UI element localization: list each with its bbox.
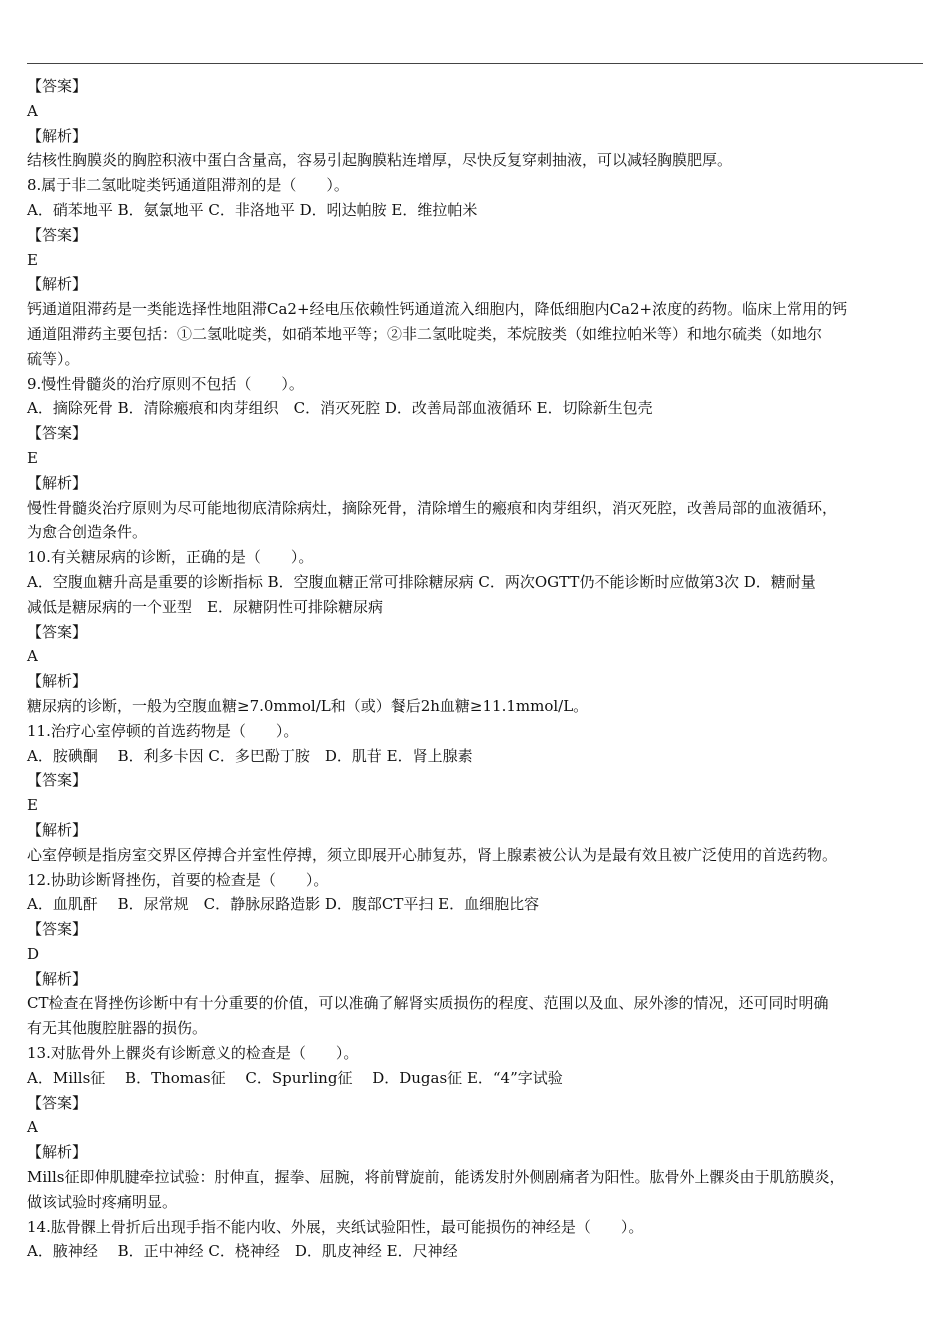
answer-value: A <box>27 1118 38 1137</box>
analysis-heading: 【解析】 <box>27 275 88 294</box>
question-12: 12.协助诊断肾挫伤，首要的检查是（ ）。 <box>27 870 329 889</box>
answer-value: A <box>27 101 38 120</box>
analysis-text: 慢性骨髓炎治疗原则为尽可能地彻底清除病灶，摘除死骨，清除增生的瘢痕和肉芽组织，消灭死腔，改善局部的血液循环， <box>27 498 838 517</box>
question-9: 9.慢性骨髓炎的治疗原则不包括（ ）。 <box>27 374 304 393</box>
question-10-options: A．空腹血糖升高是重要的诊断指标 B．空腹血糖正常可排除糖尿病 C．两次OGTT仍不能诊断时应做第3次 D．糖耐量 <box>27 572 816 591</box>
question-13-options: A．Mills征 B．Thomas征 C．Spurling征 D．Dugas征 E．“4”字试验 <box>27 1068 563 1087</box>
answer-heading: 【答案】 <box>27 622 88 641</box>
analysis-heading: 【解析】 <box>27 1143 88 1162</box>
analysis-text: 硫等）。 <box>27 349 80 368</box>
analysis-text: 为愈合创造条件。 <box>27 523 148 542</box>
analysis-heading: 【解析】 <box>27 820 88 839</box>
analysis-heading: 【解析】 <box>27 126 88 145</box>
document-body <box>27 74 925 1264</box>
analysis-text: Mills征即伸肌腱牵拉试验：肘伸直，握拳、屈腕，将前臂旋前，能诱发肘外侧剧痛者为阳性。肱骨外上髁炎由于肌筋膜炎， <box>27 1168 845 1187</box>
question-14: 14.肱骨髁上骨折后出现手指不能内收、外展，夹纸试验阳性，最可能损伤的神经是（ ）。 <box>27 1217 644 1236</box>
analysis-text: 结核性胸膜炎的胸腔积液中蛋白含量高，容易引起胸膜粘连增厚，尽快反复穿刺抽液，可以减轻胸膜肥厚。 <box>27 151 733 170</box>
answer-value: E <box>27 250 38 269</box>
analysis-heading: 【解析】 <box>27 969 88 988</box>
question-10-options: 减低是糖尿病的一个亚型 E．尿糖阴性可排除糖尿病 <box>27 597 383 616</box>
question-8: 8.属于非二氢吡啶类钙通道阻滞剂的是（ ）。 <box>27 176 349 195</box>
question-11-options: A．胺碘酮 B．利多卡因 C．多巴酚丁胺 D．肌苷 E．肾上腺素 <box>27 746 473 765</box>
analysis-heading: 【解析】 <box>27 473 88 492</box>
analysis-text: 做该试验时疼痛明显。 <box>27 1192 178 1211</box>
analysis-text: 心室停顿是指房室交界区停搏合并室性停搏，须立即展开心肺复苏，肾上腺素被公认为是最有效且被广泛使用的首选药物。 <box>27 845 838 864</box>
question-8-options: A．硝苯地平 B．氨氯地平 C．非洛地平 D．吲达帕胺 E．维拉帕米 <box>27 200 478 219</box>
analysis-text: 有无其他腹腔脏器的损伤。 <box>27 1019 208 1038</box>
header-rule <box>27 63 923 64</box>
question-14-options: A．腋神经 B．正中神经 C．桡神经 D．肌皮神经 E．尺神经 <box>27 1242 458 1261</box>
answer-value: A <box>27 647 38 666</box>
question-11: 11.治疗心室停顿的首选药物是（ ）。 <box>27 721 299 740</box>
answer-heading: 【答案】 <box>27 920 88 939</box>
analysis-text: 通道阻滞药主要包括：①二氢吡啶类，如硝苯地平等；②非二氢吡啶类，苯烷胺类（如维拉帕米等）和地尔硫类（如地尔 <box>27 324 823 343</box>
answer-heading: 【答案】 <box>27 1093 88 1112</box>
answer-heading: 【答案】 <box>27 771 88 790</box>
answer-value: E <box>27 448 38 467</box>
question-13: 13.对肱骨外上髁炎有诊断意义的检查是（ ）。 <box>27 1044 359 1063</box>
analysis-text: 糖尿病的诊断，一般为空腹血糖≥7.0mmol/L和（或）餐后2h血糖≥11.1mmol/L。 <box>27 696 589 715</box>
answer-heading: 【答案】 <box>27 225 88 244</box>
analysis-heading: 【解析】 <box>27 672 88 691</box>
question-9-options: A．摘除死骨 B．清除瘢痕和肉芽组织 C．消灭死腔 D．改善局部血液循环 E．切除新生包壳 <box>27 399 653 418</box>
answer-value: E <box>27 796 38 815</box>
answer-heading: 【答案】 <box>27 77 88 95</box>
analysis-text: 钙通道阻滞药是一类能选择性地阻滞Ca2+经电压依赖性钙通道流入细胞内，降低细胞内Ca2+浓度的药物。临床上常用的钙 <box>27 300 848 319</box>
answer-value: D <box>27 944 40 963</box>
answer-heading: 【答案】 <box>27 424 88 443</box>
analysis-text: CT检查在肾挫伤诊断中有十分重要的价值，可以准确了解肾实质损伤的程度、范围以及血、尿外渗的情况，还可同时明确 <box>27 994 829 1013</box>
question-10: 10.有关糖尿病的诊断，正确的是（ ）。 <box>27 548 314 567</box>
question-12-options: A．血肌酐 B．尿常规 C．静脉尿路造影 D．腹部CT平扫 E．血细胞比容 <box>27 895 540 914</box>
